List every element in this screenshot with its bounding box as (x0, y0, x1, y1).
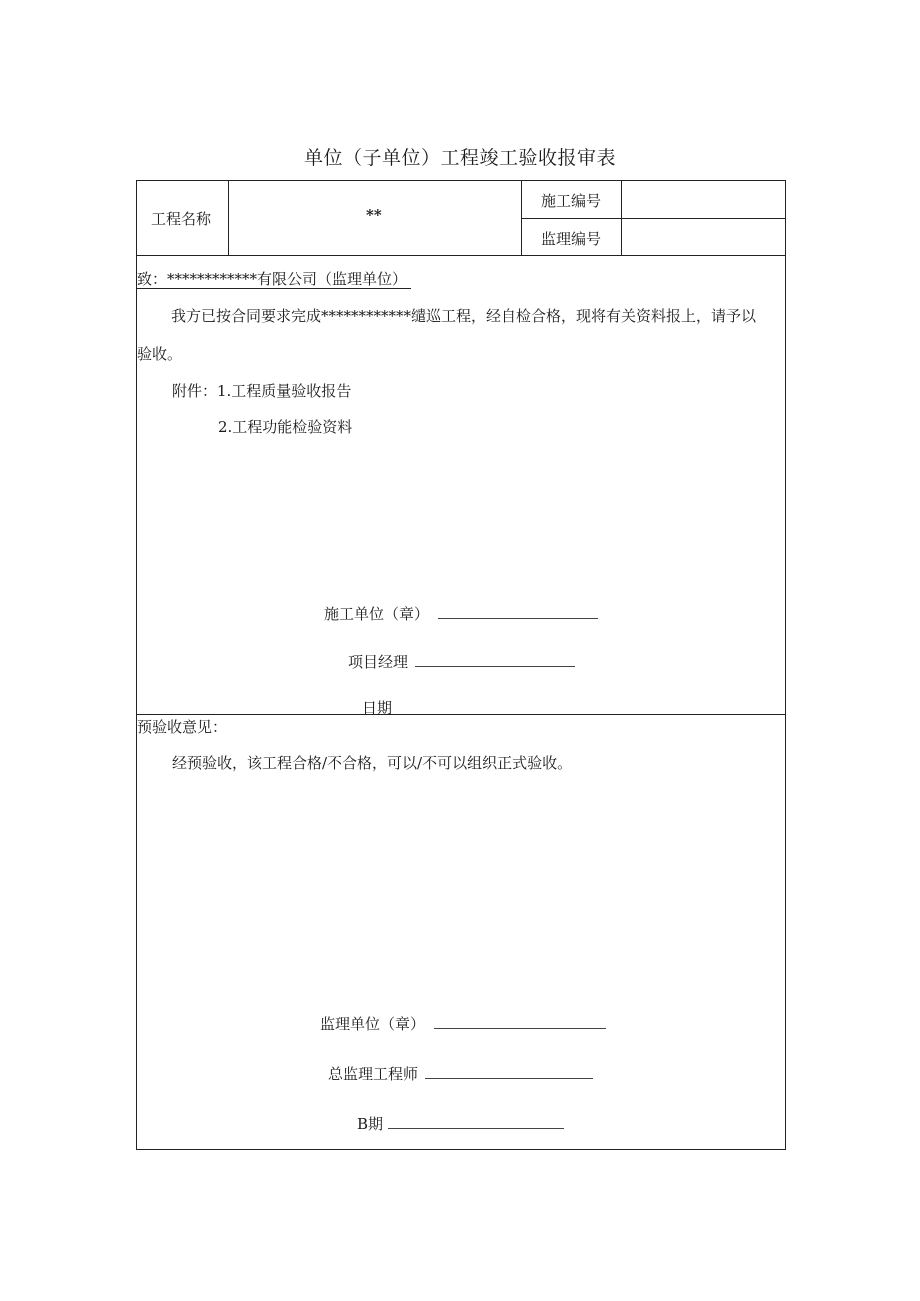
header-mid-line (521, 218, 786, 219)
page-title: 单位（子单位）工程竣工验收报审表 (303, 147, 616, 169)
application-body-line-1: 我方已按合同要求完成************缱巡工程，经自检合格，现将有关资料报上，请予以 (171, 307, 757, 325)
project-manager-signature (348, 651, 575, 672)
pre-acceptance-date-label: B期 (357, 1115, 384, 1133)
chief-engineer-label: 总监理工程师 (328, 1065, 419, 1083)
project-name-value: ** (366, 206, 382, 224)
chief-engineer-blank[interactable] (425, 1064, 593, 1079)
application-body-line-2: 验收。 (137, 345, 183, 363)
pre-acceptance-date-blank[interactable] (388, 1114, 564, 1129)
header-bottom-line (137, 255, 785, 256)
project-manager-label: 项目经理 (348, 653, 409, 671)
pre-acceptance-date-signature (357, 1113, 564, 1134)
addressee-line (137, 270, 411, 289)
construction-unit-signature (324, 603, 598, 624)
section-divider (137, 714, 785, 715)
header-divider-1 (228, 181, 229, 255)
supervision-no-label: 监理编号 (541, 230, 602, 248)
construction-no-label: 施工编号 (541, 192, 602, 210)
attachment-2: 2.工程功能检验资料 (218, 418, 353, 436)
addressee-text: 致：************有限公司（监理单位） (137, 270, 408, 288)
construction-unit-blank[interactable] (438, 604, 598, 619)
chief-engineer-signature (328, 1063, 593, 1084)
project-manager-blank[interactable] (415, 652, 575, 667)
application-date-label: 日期 (362, 699, 393, 717)
pre-acceptance-heading: 预验收意见： (137, 718, 228, 736)
supervision-unit-signature (320, 1013, 606, 1034)
pre-acceptance-opinion: 经预验收，该工程合格/不合格，可以/不可以组织正式验收。 (172, 754, 573, 772)
supervision-unit-label: 监理单位（章） (320, 1015, 426, 1033)
attachments-label: 附件：1.工程质量验收报告 (172, 382, 352, 400)
construction-unit-label: 施工单位（章） (324, 605, 430, 623)
supervision-unit-blank[interactable] (434, 1014, 606, 1029)
project-name-label: 工程名称 (151, 210, 212, 228)
